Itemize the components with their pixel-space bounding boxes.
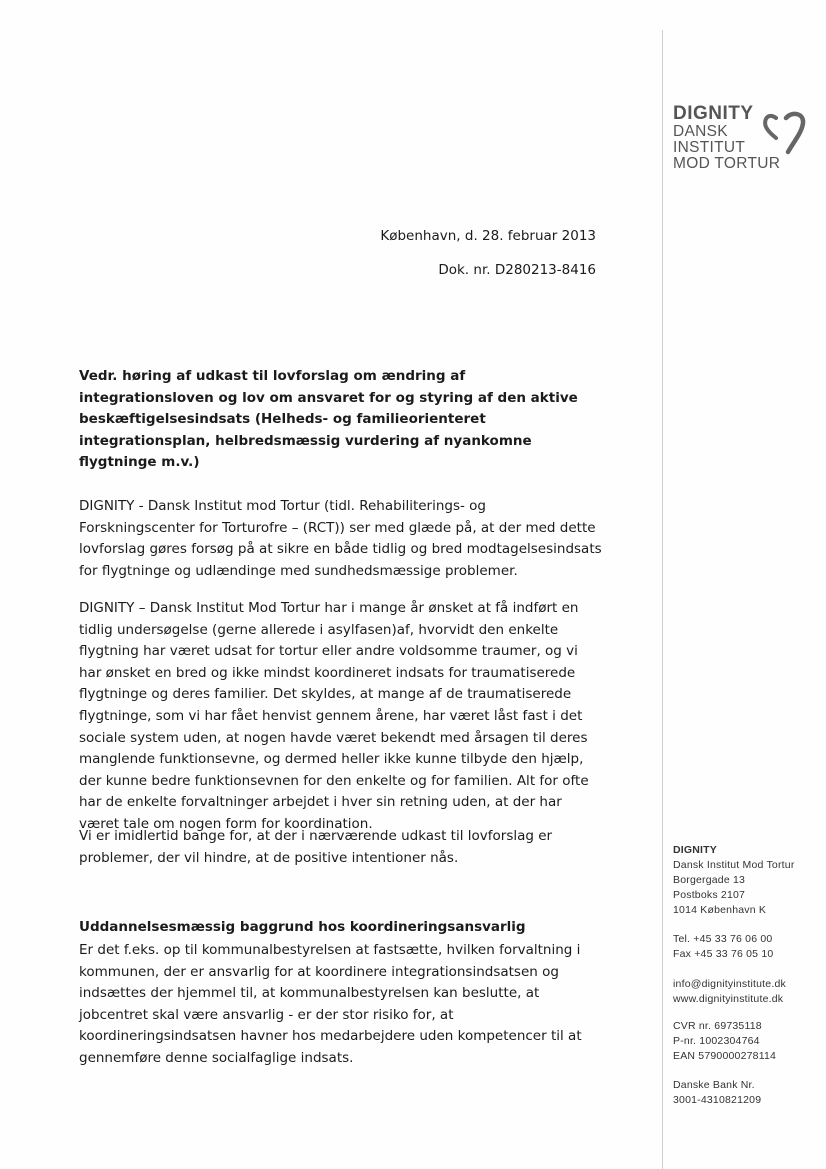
- ean-number: EAN 5790000278114: [673, 1050, 777, 1062]
- document-number: Dok. nr. D280213-8416: [438, 262, 596, 278]
- body-paragraph-2: DIGNITY – Dansk Institut Mod Tortur har i mange år ønsket at få indført en tidlig undersøgelse (gerne allerede i asylfasen)af, hvorvidt den enkelte flygtning har været udsat for tortur eller andre voldsomme traumer, og vi har ønsket en bred og ikke mindst koordineret indsats for traumatiserede flygtninge og deres familier. Det skyldes, at mange af de traumatiserede flygtninge, som vi har fået henvist gennem årene, har været låst fast i det sociale system uden, at nogen havde været bekendt med årsagen til deres manglende funktionsevne, og dermed heller ikke kunne tilbyde den hjælp, der kunne bedre funktionsevnen for den enkelte og for familien. Alt for ofte har de enkelte forvaltninger arbejdet i hver sin retning uden, at der har været tale om nogen form for koordination.: [79, 600, 589, 832]
- sidebar-contact: [673, 977, 786, 1007]
- sidebar-ids: [673, 1019, 776, 1064]
- section-heading: Uddannelsesmæssig baggrund hos koordineringsansvarlig: [79, 919, 526, 935]
- place-date: København, d. 28. februar 2013: [380, 228, 596, 244]
- body-paragraph-1: DIGNITY - Dansk Institut mod Tortur (tidl. Rehabiliterings- og Forskningscenter for Torturofre – (RCT)) ser med glæde på, at der med dette lovforslag gøres forsøg på at sikre en både tidlig og bred modtagelsesindsats for flygtninge og udlændinge med sundhedsmæssige problemer.: [79, 498, 602, 579]
- sidebar-org: DIGNITY: [673, 844, 717, 856]
- sidebar-phone: [673, 932, 773, 962]
- sidebar-bank: [673, 1078, 761, 1108]
- margin-divider: [662, 30, 663, 1169]
- cvr-number: CVR nr. 69735118: [673, 1020, 762, 1032]
- body-paragraph-3: Vi er imidlertid bange for, at der i nærværende udkast til lovforslag er problemer, der vil hindre, at de positive intentioner nås.: [79, 828, 553, 866]
- heart-logo-icon: [762, 108, 808, 156]
- phone-line: Tel. +45 33 76 06 00: [673, 933, 773, 945]
- bank-name: Danske Bank Nr.: [673, 1079, 755, 1091]
- p-number: P-nr. 1002304764: [673, 1035, 760, 1047]
- logo-line-2: DANSK: [673, 123, 728, 140]
- email-link[interactable]: info@dignityinstitute.dk: [673, 978, 786, 990]
- logo-line-3: INSTITUT: [673, 139, 746, 156]
- address-line: 1014 København K: [673, 904, 767, 916]
- address-line: Postboks 2107: [673, 889, 746, 901]
- logo-title: DIGNITY: [673, 103, 754, 124]
- bank-account: 3001-4310821209: [673, 1094, 762, 1106]
- sidebar-address: [673, 843, 795, 918]
- fax-line: Fax +45 33 76 05 10: [673, 948, 774, 960]
- address-line: Borgergade 13: [673, 874, 746, 886]
- subject-heading: Vedr. høring af udkast til lovforslag om ændring af integrationsloven og lov om ansvaret for og styring af den aktive beskæftigelsesindsats (Helheds- og familieorienteret integrationsplan, helbredsmæssig vurdering af nyankomne flygtninge m.v.): [79, 368, 578, 470]
- body-paragraph-4: Er det f.eks. op til kommunalbestyrelsen at fastsætte, hvilken forvaltning i kommunen, der er ansvarlig for at koordinere integrationsindsatsen og indsættes der hjemmel til, at kommunalbestyrelsen kan beslutte, at jobcentret skal være ansvarlig - er der stor risiko for, at koordineringsindsatsen havner hos medarbejdere uden kompetencer til at gennemføre denne socialfaglige indsats.: [79, 942, 582, 1066]
- website-link[interactable]: www.dignityinstitute.dk: [673, 993, 784, 1005]
- logo-line-4: MOD TORTUR: [673, 155, 781, 172]
- address-line: Dansk Institut Mod Tortur: [673, 859, 795, 871]
